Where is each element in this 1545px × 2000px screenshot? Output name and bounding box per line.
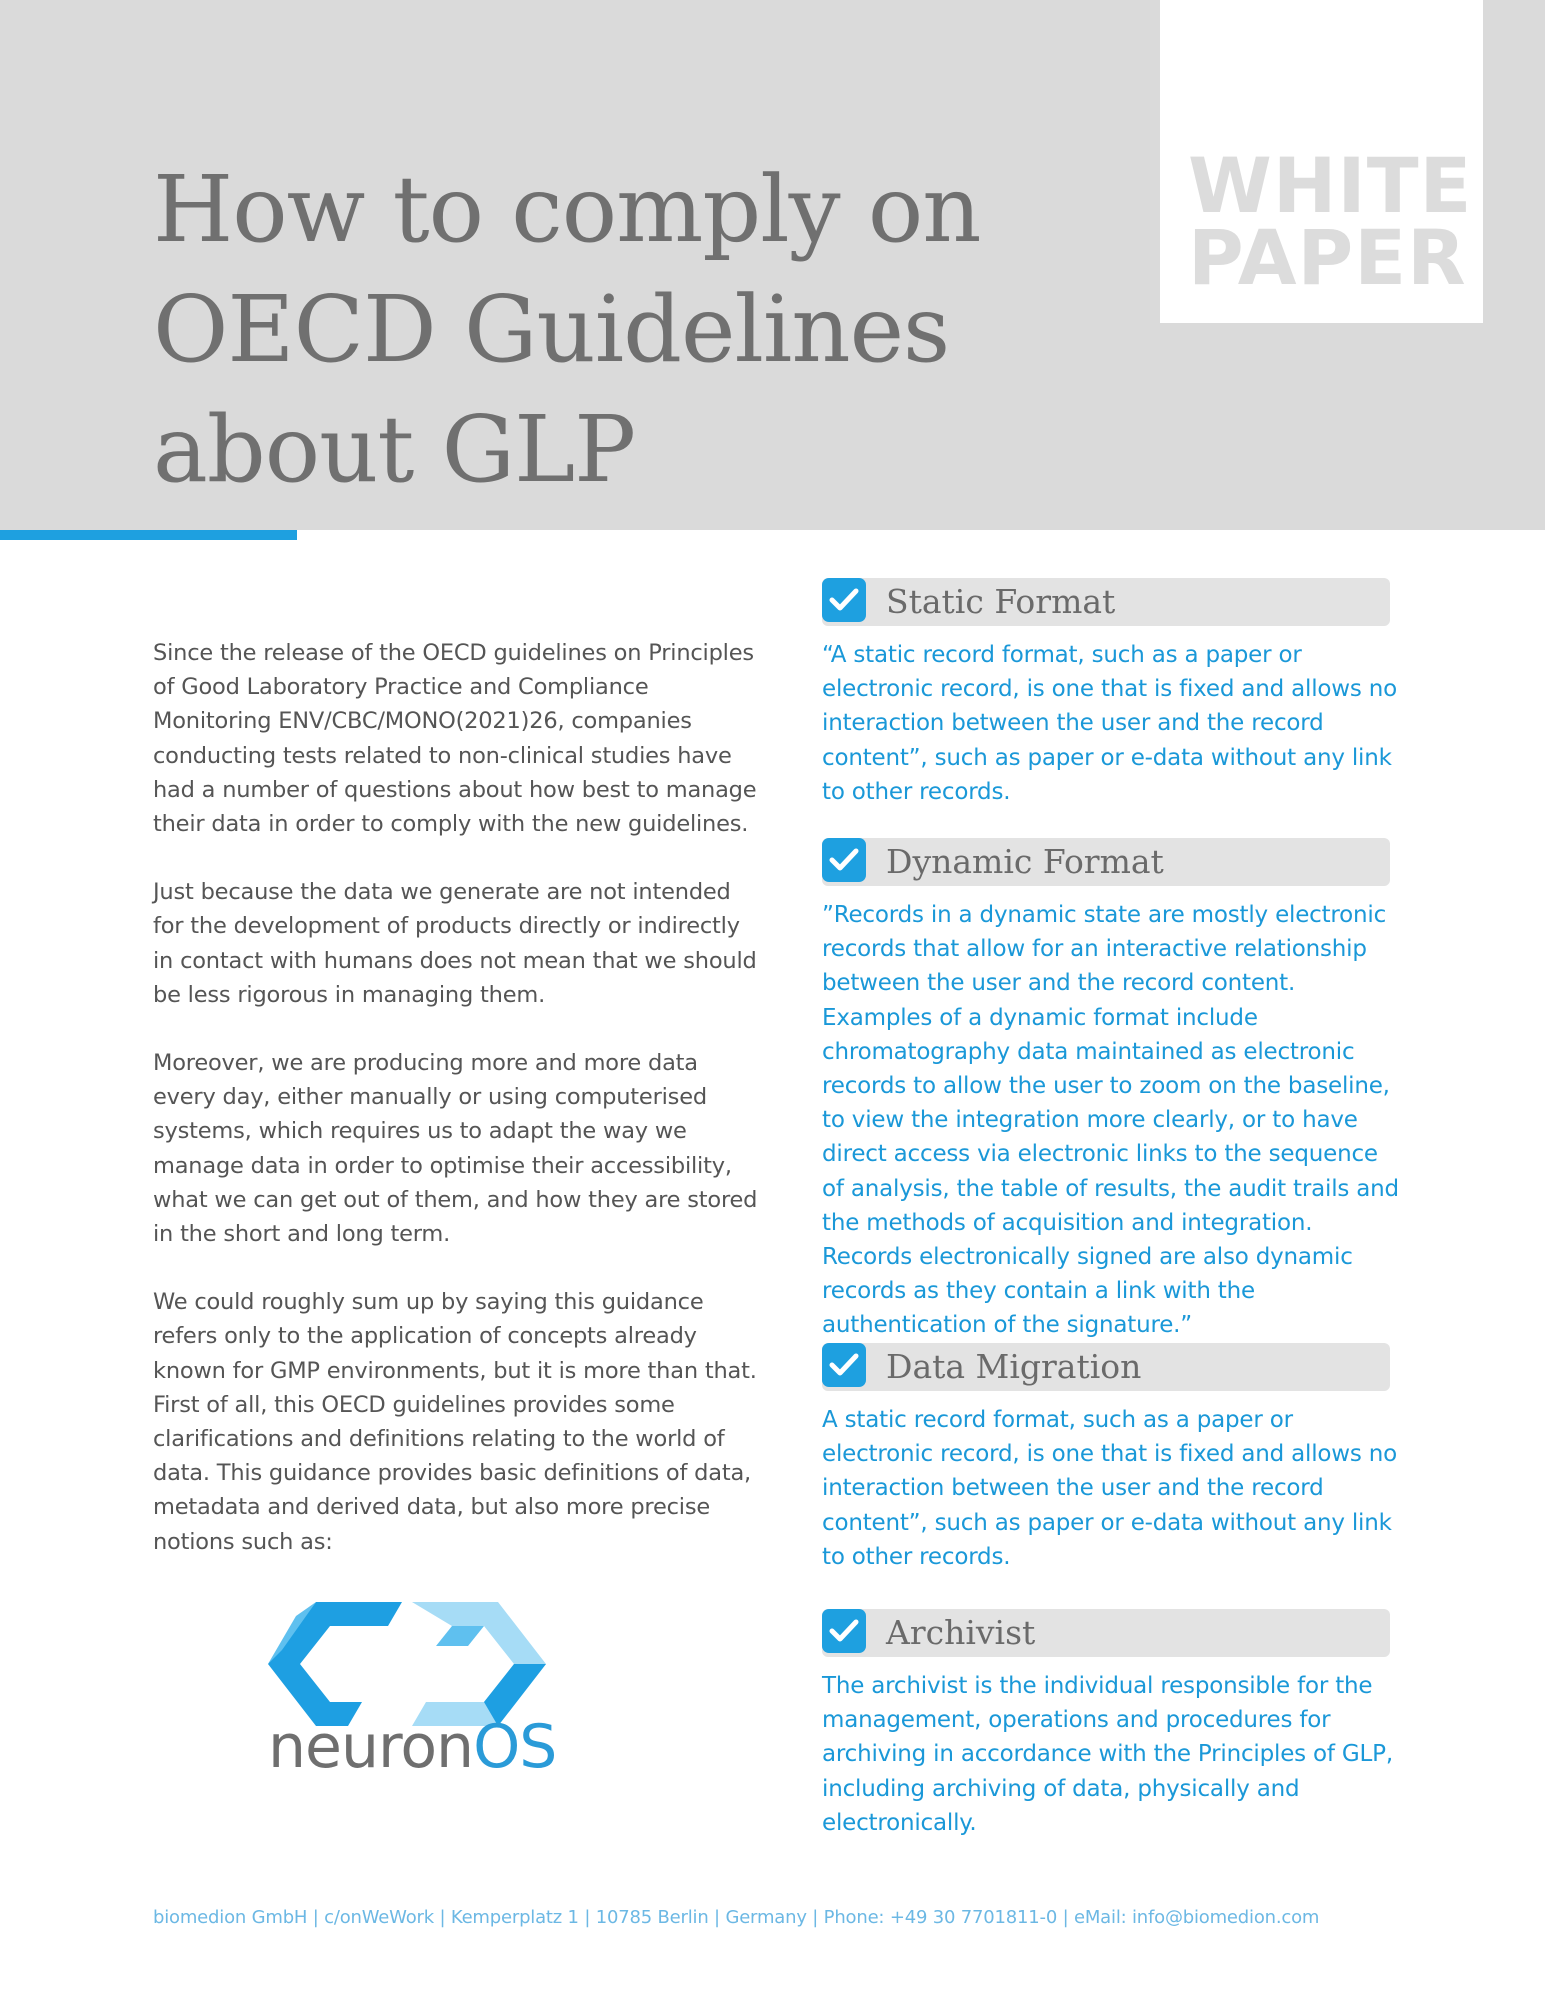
section-header-archivist [822, 1609, 1390, 1657]
section-title: Static Format [886, 582, 1116, 621]
badge-line-1: WHITE [1188, 141, 1473, 230]
logo-text-neuron: neuron [268, 1712, 474, 1782]
checkmark-icon [822, 1609, 866, 1653]
title-line-2: OECD Guidelines [153, 276, 950, 383]
section-body-static-format: “A static record format, such as a paper or electronic record, is one that is fixed and allows no interaction between the user and the record content”, such as paper or e-data without any link to other records. [822, 642, 1398, 805]
white-paper-badge [1160, 0, 1483, 323]
white-paper-label [1188, 141, 1473, 302]
badge-line-2: PAPER [1188, 213, 1467, 302]
page-title [153, 150, 1053, 510]
section-title: Archivist [886, 1613, 1036, 1652]
footer-contact-line: biomedion GmbH | c/onWeWork | Kemperplatz 1 | 10785 Berlin | Germany | Phone: +49 30 7701811-0 | eMail: info@biomedion.com [153, 1907, 1320, 1928]
intro-paragraph-5: First of all, this OECD guidelines provides some clarifications and definitions relating to the world of data. This guidance provides basic definitions of data, metadata and derived data, but also more precise notions such as: [153, 1391, 751, 1555]
section-header-data-migration [822, 1343, 1390, 1391]
checkmark-icon [822, 578, 866, 622]
section-header-static-format [822, 578, 1390, 626]
intro-column [153, 636, 765, 1593]
intro-paragraph-1: Since the release of the OECD guidelines on Principles of Good Laboratory Practice and Compliance Monitoring ENV/CBC/MONO(2021)26, companies conducting tests related to non-clinical studies have had a number of questions about how best to manage their data in order to comply with the new guidelines. [153, 640, 757, 838]
title-line-3: about GLP [153, 396, 636, 503]
section-header-dynamic-format [822, 838, 1390, 886]
title-line-1: How to comply on [153, 156, 981, 263]
section-body-data-migration: A static record format, such as a paper or electronic record, is one that is fixed and allows no interaction between the user and the record content”, such as paper or e-data without any link to other records. [822, 1407, 1398, 1570]
neuronos-logo-text [268, 1712, 556, 1782]
logo-text-os: OS [473, 1712, 557, 1782]
checkmark-icon [822, 1343, 866, 1387]
section-title: Data Migration [886, 1347, 1142, 1386]
section-title: Dynamic Format [886, 842, 1164, 881]
intro-paragraph-2: Just because the data we generate are not intended for the development of products directly or indirectly in contact with humans does not mean that we should be less rigorous in managing them. [153, 879, 757, 1008]
intro-paragraph-3: Moreover, we are producing more and more data every day, either manually or using computerised systems, which requires us to adapt the way we manage data in order to optimise their accessibility, what we can get out of them, and how they are stored in the short and long term. [153, 1050, 758, 1248]
intro-paragraph-4: We could roughly sum up by saying this guidance refers only to the application of concepts already known for GMP environments, but it is more than that. [153, 1289, 757, 1384]
section-body-archivist: The archivist is the individual responsible for the management, operations and procedures for archiving in accordance with the Principles of GLP, including archiving of data, physically and electronically. [822, 1673, 1393, 1836]
checkmark-icon [822, 838, 866, 882]
section-body-dynamic-format: ”Records in a dynamic state are mostly electronic records that allow for an interactive relationship between the user and the record content. Examples of a dynamic format include chromatography data maintained as electronic records to allow the user to zoom on the baseline, to view the integration more clearly, or to have direct access via electronic links to the sequence of analysis, the table of results, the audit trails and the methods of acquisition and integration. Records electronically signed are also dynamic records as they contain a link with the authentication of the signature.” [822, 902, 1399, 1339]
accent-bar [0, 530, 297, 540]
